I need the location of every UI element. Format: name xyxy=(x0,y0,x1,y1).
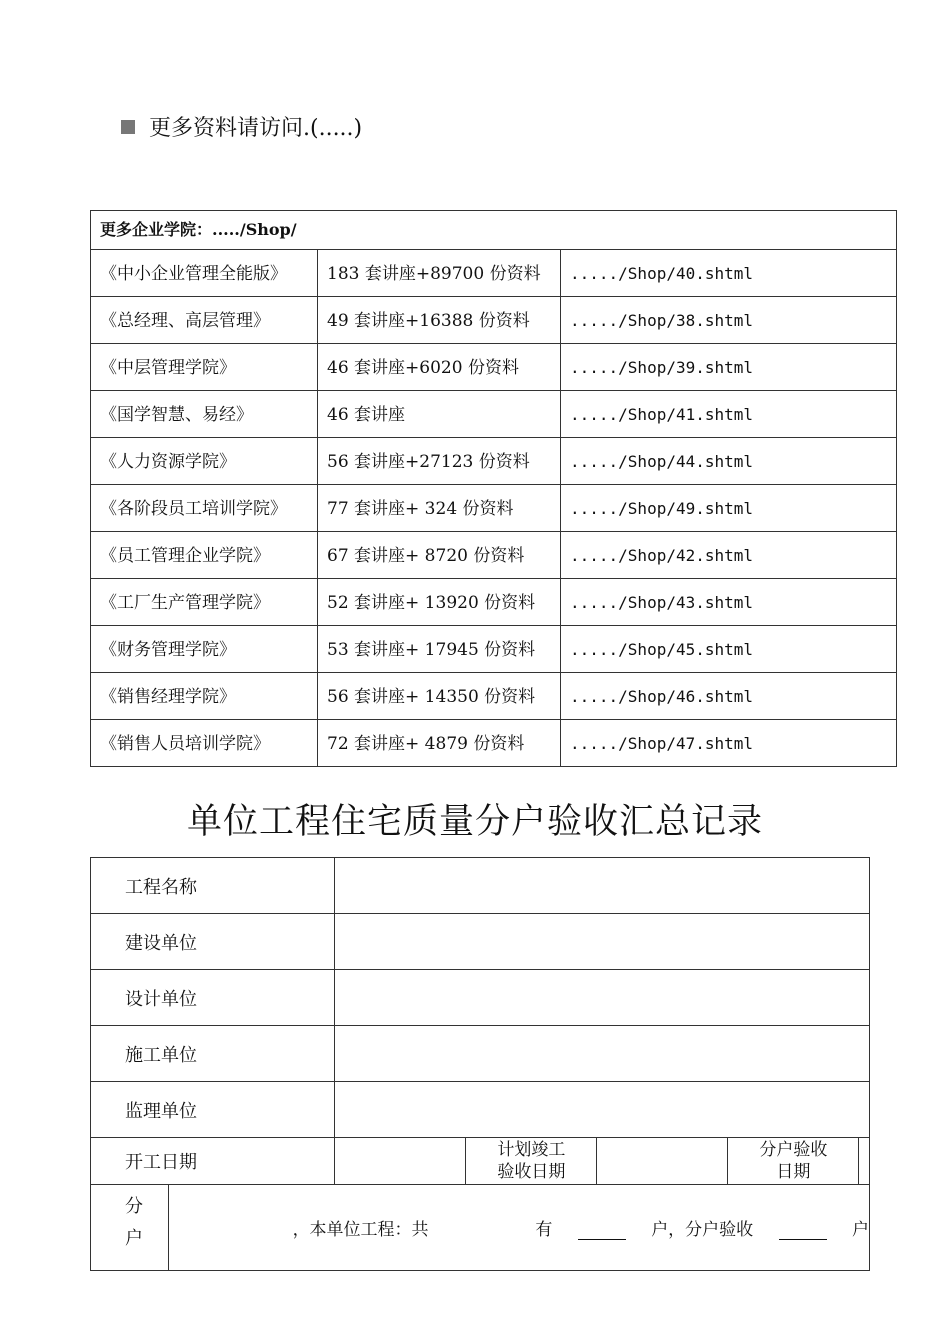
catalog-row-url[interactable]: ...../Shop/38.shtml xyxy=(561,297,897,344)
catalog-header: 更多企业学院：...../Shop/ xyxy=(91,211,897,250)
note-part-3: 户，分户验收 xyxy=(651,1220,754,1240)
catalog-row-desc: 52 套讲座+ 13920 份资料 xyxy=(318,579,561,626)
designer-value[interactable] xyxy=(335,970,870,1026)
catalog-row-name: 《人力资源学院》 xyxy=(91,438,318,485)
catalog-row xyxy=(91,532,897,579)
supervisor-value[interactable] xyxy=(335,1082,870,1138)
catalog-row-url[interactable]: ...../Shop/42.shtml xyxy=(561,532,897,579)
planned-completion-label-line1: 计划竣工 xyxy=(497,1140,566,1160)
planned-completion-label-line2: 验收日期 xyxy=(497,1162,566,1182)
catalog-row-url[interactable]: ...../Shop/49.shtml xyxy=(561,485,897,532)
catalog-row-name: 《各阶段员工培训学院》 xyxy=(91,485,318,532)
catalog-row-url[interactable]: ...../Shop/41.shtml xyxy=(561,391,897,438)
accepted-units-blank[interactable] xyxy=(779,1221,827,1240)
supervisor-label: 监理单位 xyxy=(91,1082,335,1138)
catalog-row-name: 《中小企业管理全能版》 xyxy=(91,250,318,297)
catalog-row-desc: 49 套讲座+16388 份资料 xyxy=(318,297,561,344)
catalog-row xyxy=(91,720,897,767)
square-bullet-icon xyxy=(121,120,135,134)
catalog-row xyxy=(91,297,897,344)
catalog-row xyxy=(91,391,897,438)
catalog-row-url[interactable]: ...../Shop/45.shtml xyxy=(561,626,897,673)
catalog-row-name: 《员工管理企业学院》 xyxy=(91,532,318,579)
catalog-row xyxy=(91,673,897,720)
start-date-label: 开工日期 xyxy=(91,1138,335,1185)
catalog-row xyxy=(91,579,897,626)
catalog-row-desc: 77 套讲座+ 324 份资料 xyxy=(318,485,561,532)
unit-note-label-line2: 户 xyxy=(125,1228,143,1249)
designer-label: 设计单位 xyxy=(91,970,335,1026)
resource-note xyxy=(121,111,362,142)
catalog-row xyxy=(91,485,897,532)
catalog-row-desc: 72 套讲座+ 4879 份资料 xyxy=(318,720,561,767)
catalog-row xyxy=(91,250,897,297)
catalog-row-desc: 46 套讲座 xyxy=(318,391,561,438)
catalog-row-desc: 53 套讲座+ 17945 份资料 xyxy=(318,626,561,673)
unit-acceptance-date-value[interactable] xyxy=(859,1138,870,1185)
catalog-row-name: 《销售人员培训学院》 xyxy=(91,720,318,767)
builder-value[interactable] xyxy=(335,914,870,970)
unit-note-label-line1: 分 xyxy=(125,1196,143,1217)
total-units-blank[interactable] xyxy=(578,1221,626,1240)
unit-acceptance-label-line1: 分户验收 xyxy=(759,1140,828,1160)
catalog-row-name: 《总经理、高层管理》 xyxy=(91,297,318,344)
catalog-row-url[interactable]: ...../Shop/47.shtml xyxy=(561,720,897,767)
unit-note-content xyxy=(168,1185,869,1271)
start-date-value[interactable] xyxy=(335,1138,466,1185)
catalog-row xyxy=(91,626,897,673)
catalog-table xyxy=(90,210,897,767)
form-title: 单位工程住宅质量分户验收汇总记录 xyxy=(186,802,763,842)
project-name-label: 工程名称 xyxy=(91,858,335,914)
builder-label: 建设单位 xyxy=(91,914,335,970)
catalog-row-desc: 183 套讲座+89700 份资料 xyxy=(318,250,561,297)
unit-note-sentence xyxy=(169,1215,869,1240)
catalog-row-desc: 56 套讲座+ 14350 份资料 xyxy=(318,673,561,720)
acceptance-form-table xyxy=(90,857,870,1271)
catalog-row-name: 《工厂生产管理学院》 xyxy=(91,579,318,626)
catalog-row-url[interactable]: ...../Shop/40.shtml xyxy=(561,250,897,297)
catalog-row-url[interactable]: ...../Shop/39.shtml xyxy=(561,344,897,391)
note-part-4: 户 xyxy=(852,1220,869,1240)
project-name-value[interactable] xyxy=(335,858,870,914)
resource-note-text: 更多资料请访问.(.....) xyxy=(149,116,363,141)
catalog-row xyxy=(91,344,897,391)
catalog-row-name: 《销售经理学院》 xyxy=(91,673,318,720)
note-part-2: 有 xyxy=(535,1220,553,1240)
constructor-label: 施工单位 xyxy=(91,1026,335,1082)
catalog-row xyxy=(91,438,897,485)
catalog-row-desc: 46 套讲座+6020 份资料 xyxy=(318,344,561,391)
catalog-row-desc: 67 套讲座+ 8720 份资料 xyxy=(318,532,561,579)
constructor-value[interactable] xyxy=(335,1026,870,1082)
catalog-row-url[interactable]: ...../Shop/44.shtml xyxy=(561,438,897,485)
unit-acceptance-date-label xyxy=(728,1138,859,1185)
unit-acceptance-label-line2: 日期 xyxy=(776,1162,811,1182)
catalog-row-url[interactable]: ...../Shop/43.shtml xyxy=(561,579,897,626)
planned-completion-value[interactable] xyxy=(597,1138,728,1185)
catalog-row-name: 《国学智慧、易经》 xyxy=(91,391,318,438)
catalog-row-name: 《财务管理学院》 xyxy=(91,626,318,673)
catalog-row-name: 《中层管理学院》 xyxy=(91,344,318,391)
note-part-1: ，本单位工程：共 xyxy=(292,1220,429,1240)
planned-completion-label xyxy=(466,1138,597,1185)
catalog-row-url[interactable]: ...../Shop/46.shtml xyxy=(561,673,897,720)
unit-note-label xyxy=(91,1185,169,1271)
catalog-row-desc: 56 套讲座+27123 份资料 xyxy=(318,438,561,485)
